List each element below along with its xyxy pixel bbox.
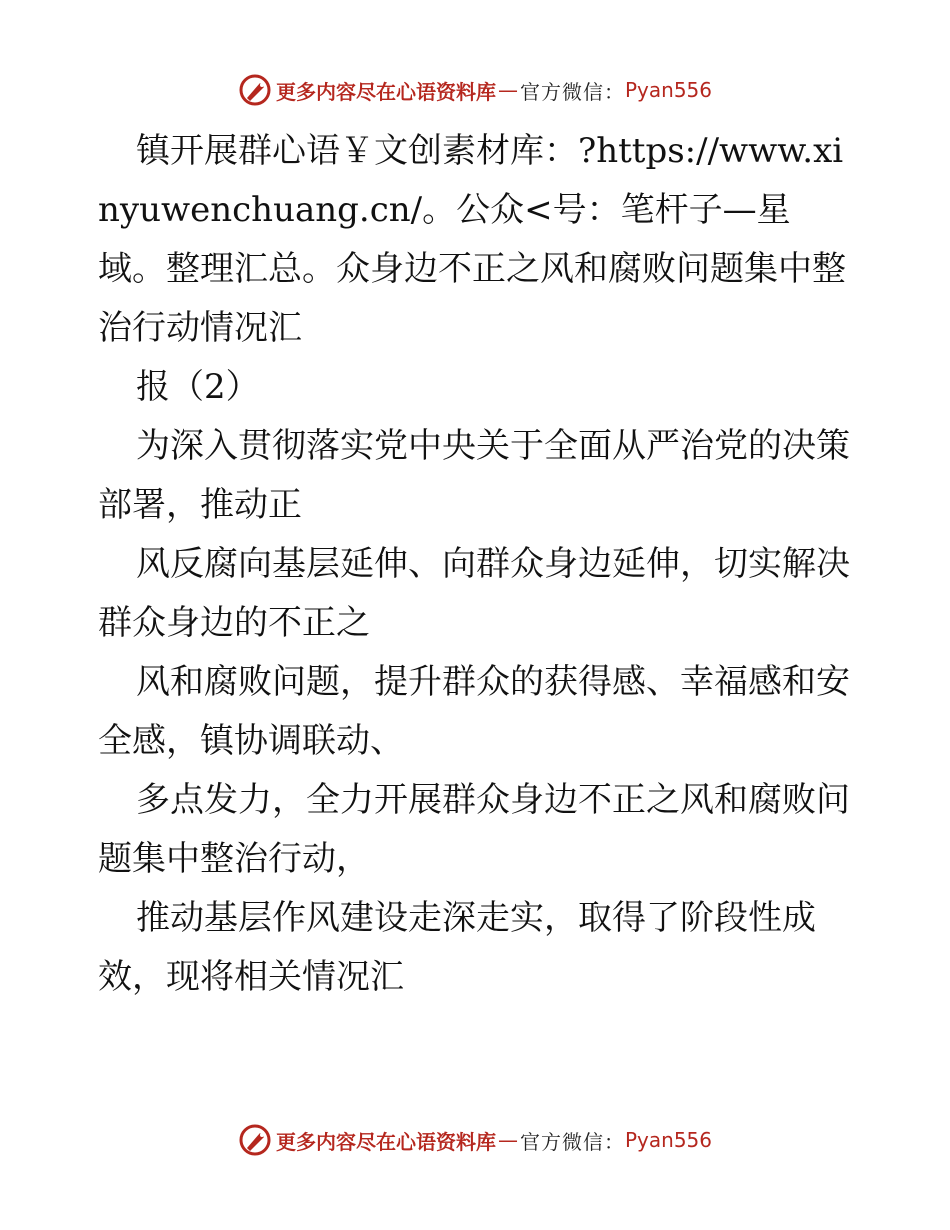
footer-banner-dash: — <box>497 1128 518 1152</box>
footer-banner-tail: 官方微信： <box>519 1129 625 1154</box>
paragraph-2: 报（2） <box>136 367 260 407</box>
paragraph-3: 为深入贯彻落实党中央关于全面从严治党的决策部署，推动正 <box>98 426 850 525</box>
header-banner-lead: 更多内容尽在心语资料库 <box>275 79 496 104</box>
footer-banner <box>0 1120 950 1160</box>
paragraph-1: 镇开展群心语￥文创素材库：?https://www.xinyuwenchuang.cn/。公众<号：笔杆子—星域。整理汇总。众身边不正之风和腐败问题集中整治行动情况汇 <box>98 131 846 348</box>
header-banner-dash: — <box>497 78 518 102</box>
paragraph-4: 风反腐向基层延伸、向群众身边延伸，切实解决群众身边的不正之 <box>98 544 850 643</box>
paragraph-7: 推动基层作风建设走深走实，取得了阶段性成效，现将相关情况汇 <box>98 898 816 997</box>
pen-nib-logo-icon <box>238 73 272 107</box>
header-wechat-id: Pyan556 <box>624 78 712 102</box>
footer-wechat-id: Pyan556 <box>624 1128 712 1152</box>
paragraph-5: 风和腐败问题，提升群众的获得感、幸福感和安全感，镇协调联动、 <box>98 662 850 761</box>
paragraph-6: 多点发力，全力开展群众身边不正之风和腐败问题集中整治行动， <box>98 780 850 879</box>
header-banner-tail: 官方微信： <box>519 79 625 104</box>
header-banner <box>0 70 950 110</box>
document-body <box>98 122 858 1007</box>
footer-banner-lead: 更多内容尽在心语资料库 <box>275 1129 496 1154</box>
pen-nib-logo-icon <box>238 1123 272 1157</box>
